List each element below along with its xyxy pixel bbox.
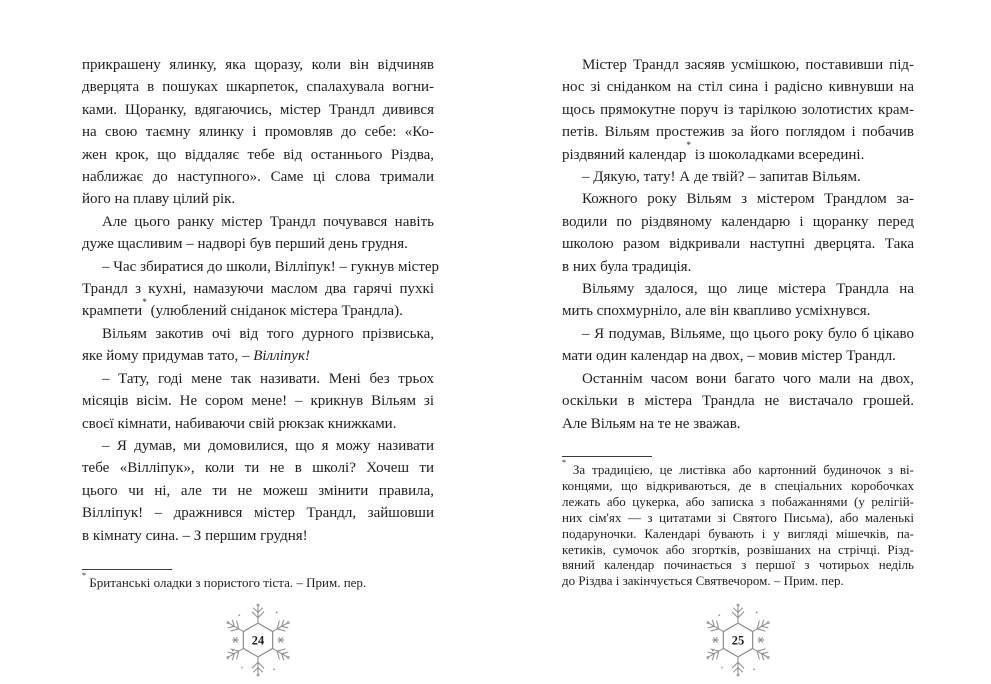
text-line: прикрашену ялинку, яка щоразу, коли він відчиняв xyxy=(82,57,434,73)
footnote-marker: * xyxy=(686,141,692,152)
right-page-footnote xyxy=(562,456,914,589)
text-line: – Я думав, ми домовилися, що я можу називати xyxy=(102,437,434,454)
text-line: тебе «Вілліпук», коли ти не в школі? Хочеш ти xyxy=(82,460,434,477)
footnote-line: вяний календар починається з першої з чотирьох неділь xyxy=(562,557,914,573)
text-line: різдвяний календар* із шоколадками всередині. xyxy=(562,141,865,163)
paragraph xyxy=(562,166,914,188)
text-line: Кожного року Вільям з містером Трандлом за- xyxy=(582,191,914,208)
text-line: водили по різдвяному календарю і щоранку перед xyxy=(562,213,914,230)
paragraph xyxy=(82,211,434,256)
footnote-line: них сім'ях — з цитатами зі Святого Письма), або маленькі xyxy=(562,509,914,525)
text-line: своєї кімнати, набиваючи свій рюкзак книжками. xyxy=(82,415,397,432)
text-line: яке йому придумав тато, – Вілліпук! xyxy=(82,348,310,365)
paragraph xyxy=(562,323,914,368)
text-line: Трандл з кухні, намазуючи маслом два гарячі пухкі xyxy=(82,281,434,298)
footnote-marker: * xyxy=(142,298,147,309)
text-line: Містер Трандл засяяв усмішкою, поставивши під- xyxy=(582,57,914,73)
italic-text: Вілліпук! xyxy=(253,348,310,365)
text-line: Останнім часом вони багато чого мали на двох, xyxy=(582,370,914,387)
footnote-text xyxy=(82,571,434,591)
left-page-body xyxy=(82,54,440,547)
text-line: дуже щасливим – надворі був перший день грудня. xyxy=(82,236,408,253)
text-line: щось прямокутне поруч із тарілкою золотистих крам- xyxy=(562,101,914,118)
text-line: Вілліпук! – дражнився містер Трандл, зайшовши xyxy=(82,505,434,522)
text-line: на свою таємну ялинку і промовляв до себе: «Ко- xyxy=(82,124,434,141)
paragraph xyxy=(82,323,434,368)
text-line: в кімнату сина. – З першим грудня! xyxy=(82,527,308,544)
text-line: – Час збиратися до школи, Вілліпук! – гукнув містер xyxy=(102,258,440,275)
text-line: в них була традиція. xyxy=(562,258,692,275)
footnote-rule xyxy=(562,456,652,457)
footnote-line: * Британські оладки з пористого тіста. – Прим. пер. xyxy=(82,571,367,590)
page-number: 25 xyxy=(731,633,745,648)
text-line: Вільяму здалося, що лице містера Трандла на xyxy=(582,281,914,298)
footnote-line: подаруночки. Календарі бувають і у вигляді мішечків, па- xyxy=(562,525,914,541)
text-line: крампети* (улюблений сніданок містера Трандла). xyxy=(82,298,403,320)
text-line: наближає до наступного». Саме ці слова тримали xyxy=(82,169,434,186)
right-page-body xyxy=(562,54,914,435)
text-line: цього чи ні, але ти не можеш змінити правила, xyxy=(82,482,434,499)
right-page-number-ornament xyxy=(698,600,778,680)
text-line: місяців вісім. Не сором мене! – крикнув Вільям зі xyxy=(82,393,434,410)
text-line: мить спохмурніло, але він квапливо усміхнувся. xyxy=(562,303,871,320)
paragraph xyxy=(82,256,440,323)
text-line: – Дякую, тату! А де твій? – запитав Вільям. xyxy=(582,169,861,186)
footnote-line: * За традицією, це листівка або картонний будиночок з ві- xyxy=(562,458,914,477)
footnote-line: кетиків, сумочок або згортків, розвішаних на стрічці. Різд- xyxy=(562,541,914,557)
text-line: ками. Щоранку, вдягаючись, містер Трандл дивився xyxy=(82,101,434,118)
footnote-line: до Різдва і закінчується Святвечором. – Прим. пер. xyxy=(562,573,844,589)
text-line: оскільки в містера Трандла не вистачало грошей. xyxy=(562,393,914,410)
footnote-line: лежать або цукерка, або записка з побажаннями (у релігій- xyxy=(562,493,914,509)
paragraph xyxy=(82,54,434,211)
text-line: – Я подумав, Вільяме, що цього року було б цікаво xyxy=(582,325,914,342)
left-page xyxy=(82,0,440,684)
paragraph xyxy=(82,435,434,547)
paragraph xyxy=(562,188,914,278)
text-line: Але цього ранку містер Трандл почувався навіть xyxy=(102,213,434,230)
text-line: петів. Вільям простежив за його поглядом і побачив xyxy=(562,124,914,141)
paragraph xyxy=(82,368,434,435)
footnote-text xyxy=(562,458,914,589)
text-line: жен крок, що віддаляє тебе від останнього Різдва, xyxy=(82,146,434,163)
left-page-footnote xyxy=(82,569,434,591)
text-line: нос зі сніданком на стіл сина і радісно кивнувши на xyxy=(562,79,914,96)
text-line: його на плаву цілий рік. xyxy=(82,191,236,208)
left-page-number-ornament xyxy=(218,600,298,680)
text-line: Вільям закотив очі від того дурного прізвиська, xyxy=(102,325,434,342)
text-line: школою разом відкривали наступні дверцята. Така xyxy=(562,236,914,253)
footnote-line: концями, що відкриваються, де в спеціальних коробочках xyxy=(562,477,914,493)
page-number: 24 xyxy=(251,633,265,648)
footnote-marker: * xyxy=(82,571,87,581)
text-line: мати один календар на двох, – мовив містер Трандл. xyxy=(562,348,896,365)
text-line: дверцята в пошуках шкарпеток, спалахувала вогни- xyxy=(82,79,434,96)
paragraph xyxy=(562,54,914,166)
paragraph xyxy=(562,368,914,435)
snowflake-icon xyxy=(698,600,778,680)
text-line: Але Вільям на те не зважав. xyxy=(562,415,741,432)
footnote-marker: * xyxy=(562,458,567,468)
snowflake-icon xyxy=(218,600,298,680)
text-line: – Тату, годі мене так називати. Мені без трьох xyxy=(102,370,434,387)
paragraph xyxy=(562,278,914,323)
footnote-rule xyxy=(82,569,172,570)
right-page xyxy=(562,0,914,684)
